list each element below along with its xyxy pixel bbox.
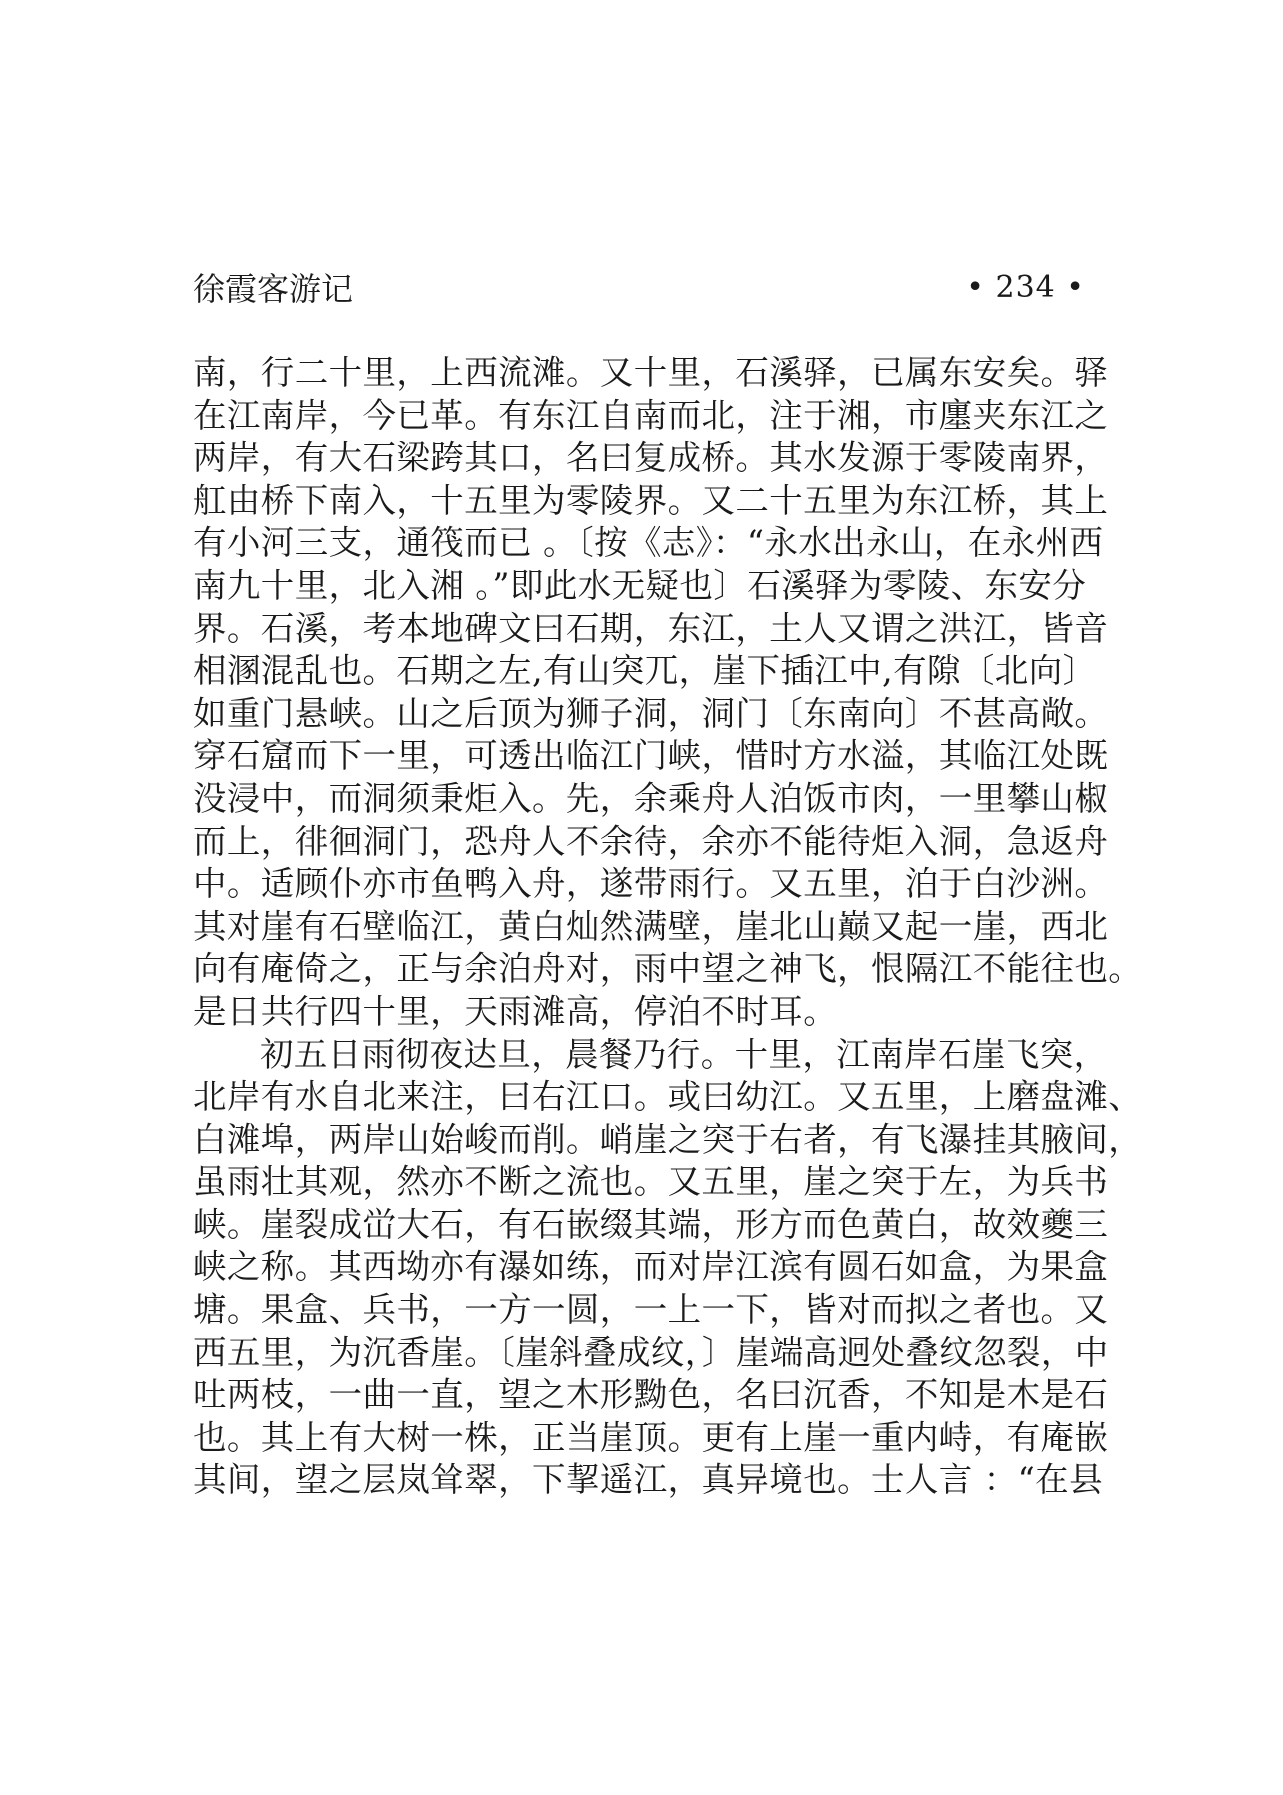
page-header xyxy=(193,262,1085,312)
text-line: 中。适顾仆亦市鱼鸭入舟，遂带雨行。又五里，泊于白沙洲。 xyxy=(193,864,1109,904)
text-body xyxy=(193,352,1143,1502)
text-line: 两岸，有大石梁跨其口，名曰复成桥。其水发源于零陵南界， xyxy=(193,438,1109,478)
paragraph-start-line: 初五日雨彻夜达旦，晨餐乃行。十里，江南岸石崖飞突， xyxy=(260,1034,1108,1074)
text-line: 如重门悬峡。山之后顶为狮子洞，洞门〔东南向〕不甚高敞。 xyxy=(193,693,1109,733)
text-line: 有小河三支，通筏而已 。〔按《志》：“永水出永山，在永州西 xyxy=(193,523,1104,563)
text-line: 塘。果盒、兵书，一方一圆，一上一下，皆对而拟之者也。又 xyxy=(193,1290,1109,1330)
text-line: 吐两枝，一曲一直，望之木形黝色，名曰沉香，不知是木是石 xyxy=(193,1375,1109,1415)
text-line: 峡。崖裂成峃大石，有石嵌缀其端，形方而色黄白，故效夔三 xyxy=(193,1204,1109,1244)
text-line: 界。石溪，考本地碑文曰石期，东江，土人又谓之洪江，皆音 xyxy=(193,608,1109,648)
text-line: 南，行二十里，上西流滩。又十里，石溪驿，已属东安矣。驿 xyxy=(193,353,1109,392)
text-line: 向有庵倚之，正与余泊舟对，雨中望之神飞，恨隔江不能往也。 xyxy=(193,949,1143,989)
text-line: 没浸中，而洞须秉炬入。先，余乘舟人泊饭市肉，一里攀山椒 xyxy=(193,778,1109,818)
text-line: 在江南岸，今已革。有东江自南而北，注于湘，市廛夹东江之 xyxy=(193,395,1109,435)
text-line: 虽雨壮其观，然亦不断之流也。又五里，崖之突于左，为兵书 xyxy=(193,1162,1109,1202)
text-line: 峡之称。其西坳亦有瀑如练，而对岸江滨有圆石如盒，为果盒 xyxy=(193,1247,1109,1287)
book-title: 徐霞客游记 xyxy=(193,270,354,308)
page-number: • 234 • xyxy=(966,269,1085,305)
text-line: 也。其上有大树一株，正当崖顶。更有上崖一重内峙，有庵嵌 xyxy=(193,1417,1109,1457)
text-line: 白滩埠，两岸山始峻而削。峭崖之突于右者，有飞瀑挂其腋间， xyxy=(193,1119,1143,1159)
text-line: 其间，望之层岚耸翠，下挈遥江，真异境也。士人言 ：“在县 xyxy=(193,1460,1103,1500)
text-line: 北岸有水自北来注，曰右江口。或曰幼江。又五里，上磨盘滩、 xyxy=(193,1077,1143,1117)
text-line: 其对崖有石壁临江，黄白灿然满壁，崖北山巅又起一崖，西北 xyxy=(193,906,1109,946)
text-line: 而上，徘徊洞门，恐舟人不余待，余亦不能待炬入洞，急返舟 xyxy=(193,821,1109,861)
text-line: 舡由桥下南入，十五里为零陵界。又二十五里为东江桥，其上 xyxy=(193,480,1109,520)
text-line: 西五里，为沉香崖。〔崖斜叠成纹，〕崖端高迥处叠纹忽裂，中 xyxy=(193,1332,1109,1372)
text-line: 相溷混乱也。石期之左,有山突兀，崖下插江中,有隙〔北向〕 xyxy=(193,651,1097,691)
text-line: 是日共行四十里，天雨滩高，停泊不时耳。 xyxy=(193,991,838,1031)
text-line: 南九十里，北入湘 。”即此水无疑也〕石溪驿为零陵、东安分 xyxy=(193,565,1087,605)
text-line: 穿石窟而下一里，可透出临江门峡，惜时方水溢，其临江处既 xyxy=(193,736,1109,776)
